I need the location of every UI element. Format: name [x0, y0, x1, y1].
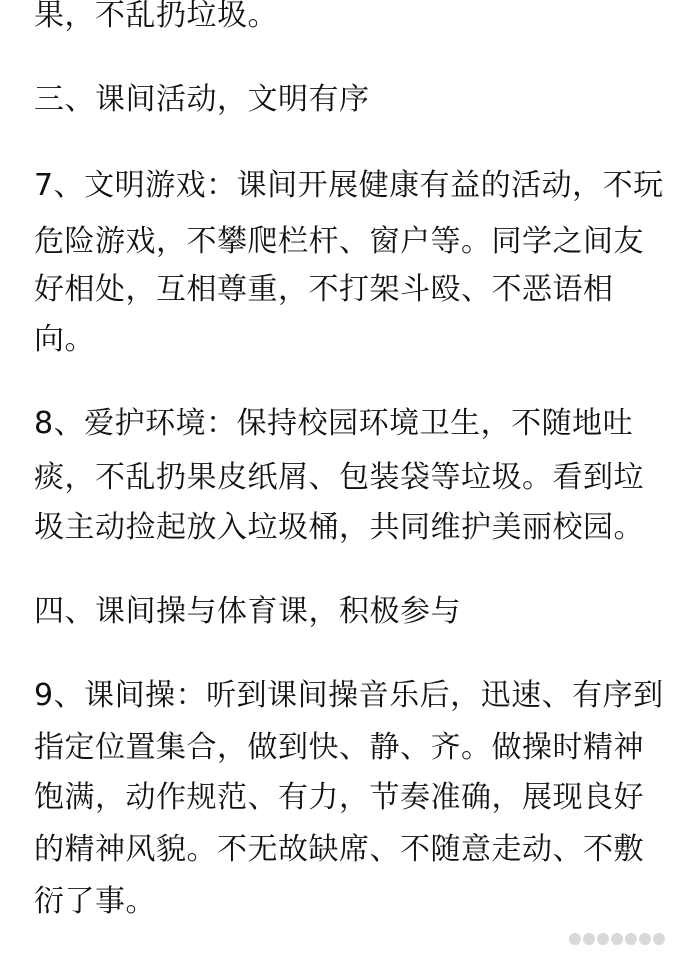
- more-dots-icon[interactable]: [567, 930, 677, 954]
- item-9-line-2: 指定位置集合，做到快、静、齐。做操时精神: [34, 730, 644, 765]
- item-7-line-1: 7、文明游戏：课间开展健康有益的活动，不玩: [34, 168, 664, 203]
- item-8-line-1: 8、爱护环境：保持校园环境卫生，不随地吐: [34, 406, 634, 441]
- section-heading-4: 四、课间操与体育课，积极参与: [34, 594, 461, 629]
- item-7-line-2: 危险游戏，不攀爬栏杆、窗户等。同学之间友: [34, 224, 644, 259]
- item-9-line-4: 的精神风貌。不无故缺席、不随意走动、不敷: [34, 832, 644, 867]
- text-line-continuation: 果，不乱扔垃圾。: [34, 0, 278, 33]
- item-7-line-3: 好相处，互相尊重，不打架斗殴、不恶语相: [34, 272, 614, 307]
- item-9-line-5: 衍了事。: [34, 884, 156, 919]
- item-8-line-2: 痰，不乱扔果皮纸屑、包装袋等垃圾。看到垃: [34, 460, 644, 495]
- item-9-line-1: 9、课间操：听到课间操音乐后，迅速、有序到: [34, 678, 664, 713]
- item-9-line-3: 饱满，动作规范、有力，节奏准确，展现良好: [34, 780, 644, 815]
- item-8-line-3: 圾主动捡起放入垃圾桶，共同维护美丽校园。: [34, 510, 644, 545]
- item-7-line-4: 向。: [34, 322, 95, 357]
- section-heading-3: 三、课间活动，文明有序: [34, 82, 370, 117]
